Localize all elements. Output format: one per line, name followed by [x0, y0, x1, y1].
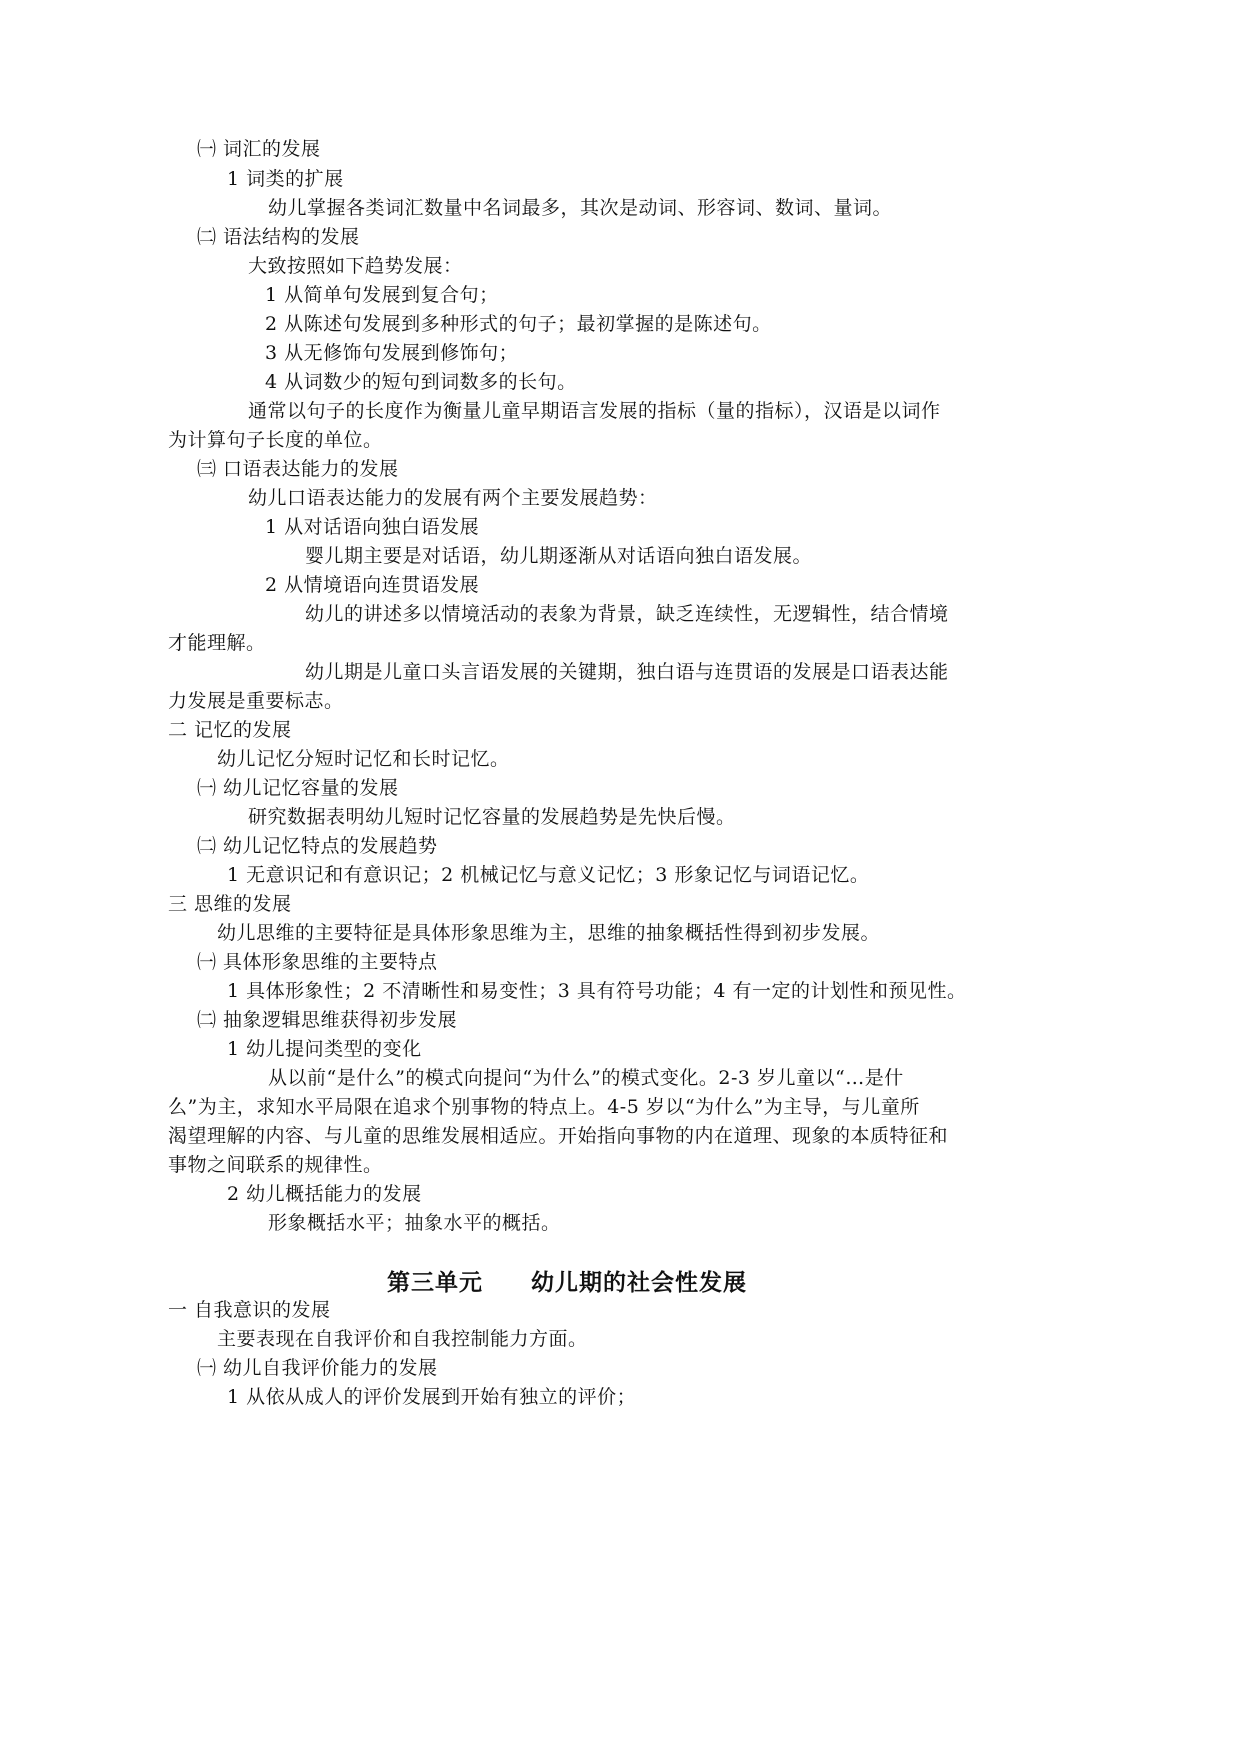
- subsection-heading: ㈡ 幼儿记忆特点的发展趋势: [197, 835, 438, 857]
- list-item: 1 无意识记和有意识记；2 机械记忆与意义记忆；3 形象记忆与词语记忆。: [227, 864, 870, 886]
- subsection-heading: ㈡ 抽象逻辑思维获得初步发展: [197, 1009, 458, 1031]
- subsection-heading: ㈠ 幼儿记忆容量的发展: [197, 777, 399, 799]
- list-item-heading: 2 从情境语向连贯语发展: [265, 574, 480, 596]
- paragraph-continuation: 渴望理解的内容、与儿童的思维发展相适应。开始指向事物的内在道理、现象的本质特征和: [168, 1125, 949, 1147]
- subsection-heading: ㈠ 词汇的发展: [197, 138, 321, 160]
- paragraph-continuation: 才能理解。: [168, 632, 266, 654]
- unit-heading: 第三单元 幼儿期的社会性发展: [387, 1269, 747, 1296]
- paragraph: 婴儿期主要是对话语，幼儿期逐渐从对话语向独白语发展。: [305, 545, 813, 567]
- section-heading: 一 自我意识的发展: [168, 1299, 331, 1321]
- list-item: 3 从无修饰句发展到修饰句；: [265, 342, 519, 364]
- paragraph-continuation: 为计算句子长度的单位。: [168, 429, 383, 451]
- paragraph: 通常以句子的长度作为衡量儿童早期语言发展的指标（量的指标），汉语是以词作: [248, 400, 941, 422]
- subsection-heading: ㈠ 幼儿自我评价能力的发展: [197, 1357, 438, 1379]
- paragraph: 研究数据表明幼儿短时记忆容量的发展趋势是先快后慢。: [248, 806, 736, 828]
- paragraph: 从以前“是什么”的模式向提问“为什么”的模式变化。2-3 岁儿童以“…是什: [268, 1067, 904, 1089]
- list-item-heading: 2 幼儿概括能力的发展: [227, 1183, 422, 1205]
- list-item-heading: 1 从对话语向独白语发展: [265, 516, 480, 538]
- subsection-heading: ㈠ 具体形象思维的主要特点: [197, 951, 438, 973]
- paragraph-continuation: 事物之间联系的规律性。: [168, 1154, 383, 1176]
- paragraph: 幼儿口语表达能力的发展有两个主要发展趋势：: [248, 487, 658, 509]
- paragraph: 幼儿的讲述多以情境活动的表象为背景，缺乏连续性，无逻辑性，结合情境: [305, 603, 949, 625]
- paragraph: 幼儿思维的主要特征是具体形象思维为主，思维的抽象概括性得到初步发展。: [217, 922, 881, 944]
- paragraph: 大致按照如下趋势发展：: [248, 255, 463, 277]
- paragraph-continuation: 么”为主，求知水平局限在追求个别事物的特点上。4-5 岁以“为什么”为主导，与儿童所: [168, 1096, 920, 1118]
- section-heading: 二 记忆的发展: [168, 719, 292, 741]
- section-heading: 三 思维的发展: [168, 893, 292, 915]
- list-item: 4 从词数少的短句到词数多的长句。: [265, 371, 577, 393]
- subsection-heading: ㈢ 口语表达能力的发展: [197, 458, 399, 480]
- paragraph: 幼儿掌握各类词汇数量中名词最多，其次是动词、形容词、数词、量词。: [268, 197, 893, 219]
- list-item: 1 从依从成人的评价发展到开始有独立的评价；: [227, 1386, 637, 1408]
- list-item-heading: 1 词类的扩展: [227, 168, 344, 190]
- paragraph-continuation: 力发展是重要标志。: [168, 690, 344, 712]
- paragraph: 形象概括水平；抽象水平的概括。: [268, 1212, 561, 1234]
- paragraph: 幼儿记忆分短时记忆和长时记忆。: [217, 748, 510, 770]
- paragraph: 幼儿期是儿童口头言语发展的关键期，独白语与连贯语的发展是口语表达能: [305, 661, 949, 683]
- subsection-heading: ㈡ 语法结构的发展: [197, 226, 360, 248]
- paragraph: 主要表现在自我评价和自我控制能力方面。: [217, 1328, 588, 1350]
- list-item: 1 具体形象性；2 不清晰性和易变性；3 具有符号功能；4 有一定的计划性和预见性。: [227, 980, 967, 1002]
- list-item: 2 从陈述句发展到多种形式的句子；最初掌握的是陈述句。: [265, 313, 772, 335]
- list-item: 1 从简单句发展到复合句；: [265, 284, 499, 306]
- list-item-heading: 1 幼儿提问类型的变化: [227, 1038, 422, 1060]
